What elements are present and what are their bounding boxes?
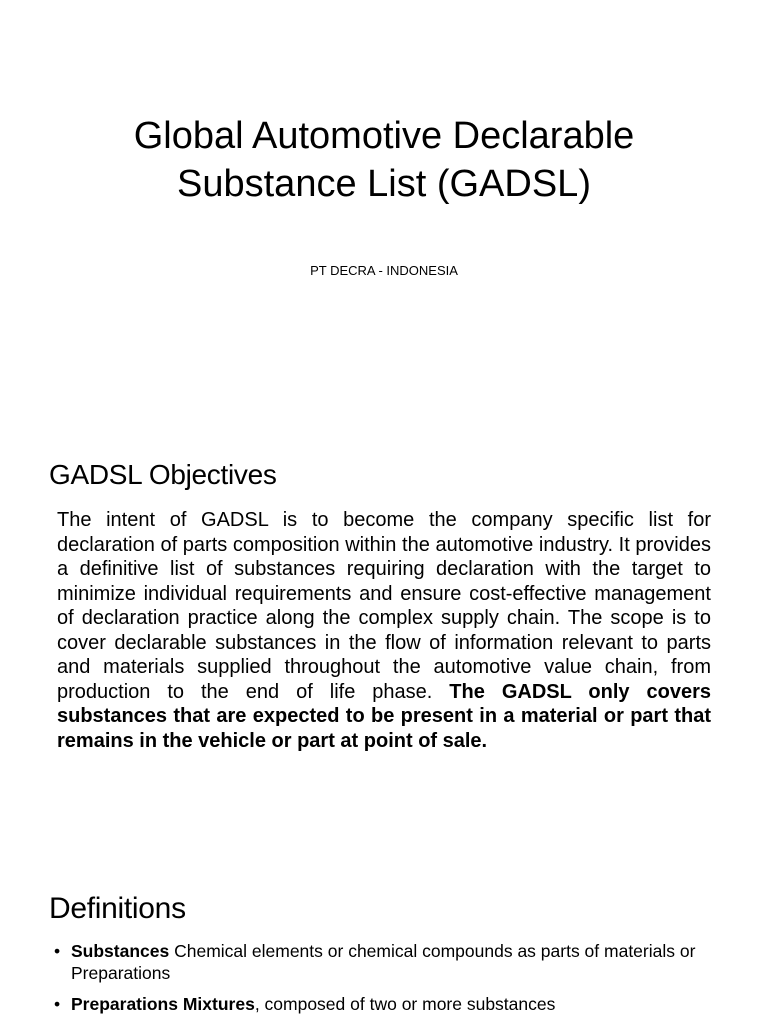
definition-text: Chemical elements or chemical compounds as parts of materials or Preparations [71,941,696,983]
definitions-list [54,940,734,1024]
definition-text: , composed of two or more substances [254,994,556,1014]
bullet-icon: • [54,941,61,961]
title-line-2: Substance List (GADSL) [177,163,591,205]
definitions-slide [0,860,768,1024]
presentation-title [0,112,768,208]
definition-term: Substances [71,941,170,961]
objectives-text: The intent of GADSL is to become the company specific list for declaration of parts composition within the automotive industry. It provides a definitive list of substances requiring declaration with the target to minimize individual requirements and ensure cost-effective management of declaration practice along the complex supply chain. The scope is to cover declarable substances in the flow of information relevant to parts and materials supplied throughout the automotive value chain, from production to the end of life phase. [57,509,711,703]
objectives-heading: GADSL Objectives [49,459,277,490]
presentation-subtitle: PT DECRA - INDONESIA [310,263,458,278]
objectives-paragraph [57,508,711,753]
bullet-icon: • [54,994,61,1014]
title-line-1: Global Automotive Declarable [133,115,635,157]
definition-item-preparations [54,993,734,1015]
title-slide [0,0,768,430]
definition-term: Preparations Mixtures [71,994,255,1014]
definitions-heading: Definitions [49,892,186,925]
objectives-slide [0,430,768,860]
definition-item-substances [54,940,734,984]
objectives-bold-text: The GADSL only covers substances that are expected to be present in a material or part that remains in the vehicle or part at point of sale. [57,680,711,752]
